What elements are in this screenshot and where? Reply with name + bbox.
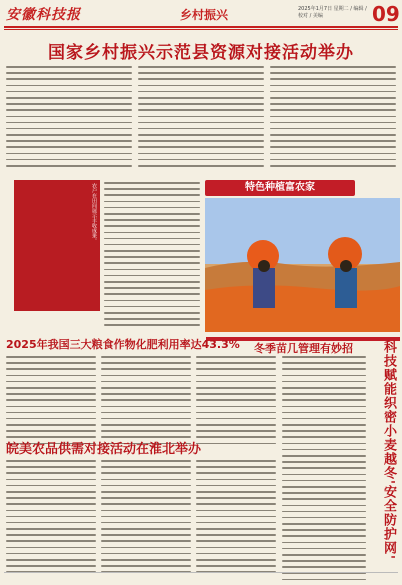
feature-photo (205, 198, 400, 332)
anhui-column-1 (6, 460, 96, 578)
lead-column-2 (138, 66, 264, 171)
winter-wheat-headline: 冬季苗几管理有妙招 (254, 342, 353, 355)
header-rule (4, 26, 398, 28)
fertilizer-column-3 (196, 356, 276, 449)
masthead-logo: 安徽科技报 (6, 7, 81, 23)
anhui-column-2 (101, 460, 191, 578)
photo-side-text (104, 182, 200, 331)
fertilizer-headline: 2025年我国三大粮食作物化肥利用率达43.3% (6, 338, 240, 351)
section-name: 乡村振兴 (180, 8, 229, 22)
fertilizer-column-2 (101, 356, 191, 449)
fertilizer-column-1 (6, 356, 96, 449)
photo-title: 特色种植富农家 (205, 180, 355, 196)
page-number: 09 (372, 2, 400, 26)
main-headline: 国家乡村振兴示范县资源对接活动举办 (48, 43, 354, 63)
header-rule-thin (4, 29, 398, 30)
tech-protect-headline: 科技赋能织密小麦越冬'安全防护网' (381, 340, 396, 560)
lead-column-1 (6, 66, 132, 171)
date-line: 2025年1月7日 星期二 / 编辑 / 校对 / 美编 (298, 6, 367, 19)
anhui-products-headline: 皖美农品供需对接活动在淮北举办 (6, 442, 202, 457)
footer-rule (4, 572, 398, 573)
anhui-column-3 (196, 460, 276, 578)
crop-field-photo (205, 198, 400, 332)
lead-column-3 (270, 66, 396, 171)
winter-wheat-column (282, 356, 366, 585)
photo-caption: 农户在田间展示丰收成果。 (14, 180, 100, 311)
